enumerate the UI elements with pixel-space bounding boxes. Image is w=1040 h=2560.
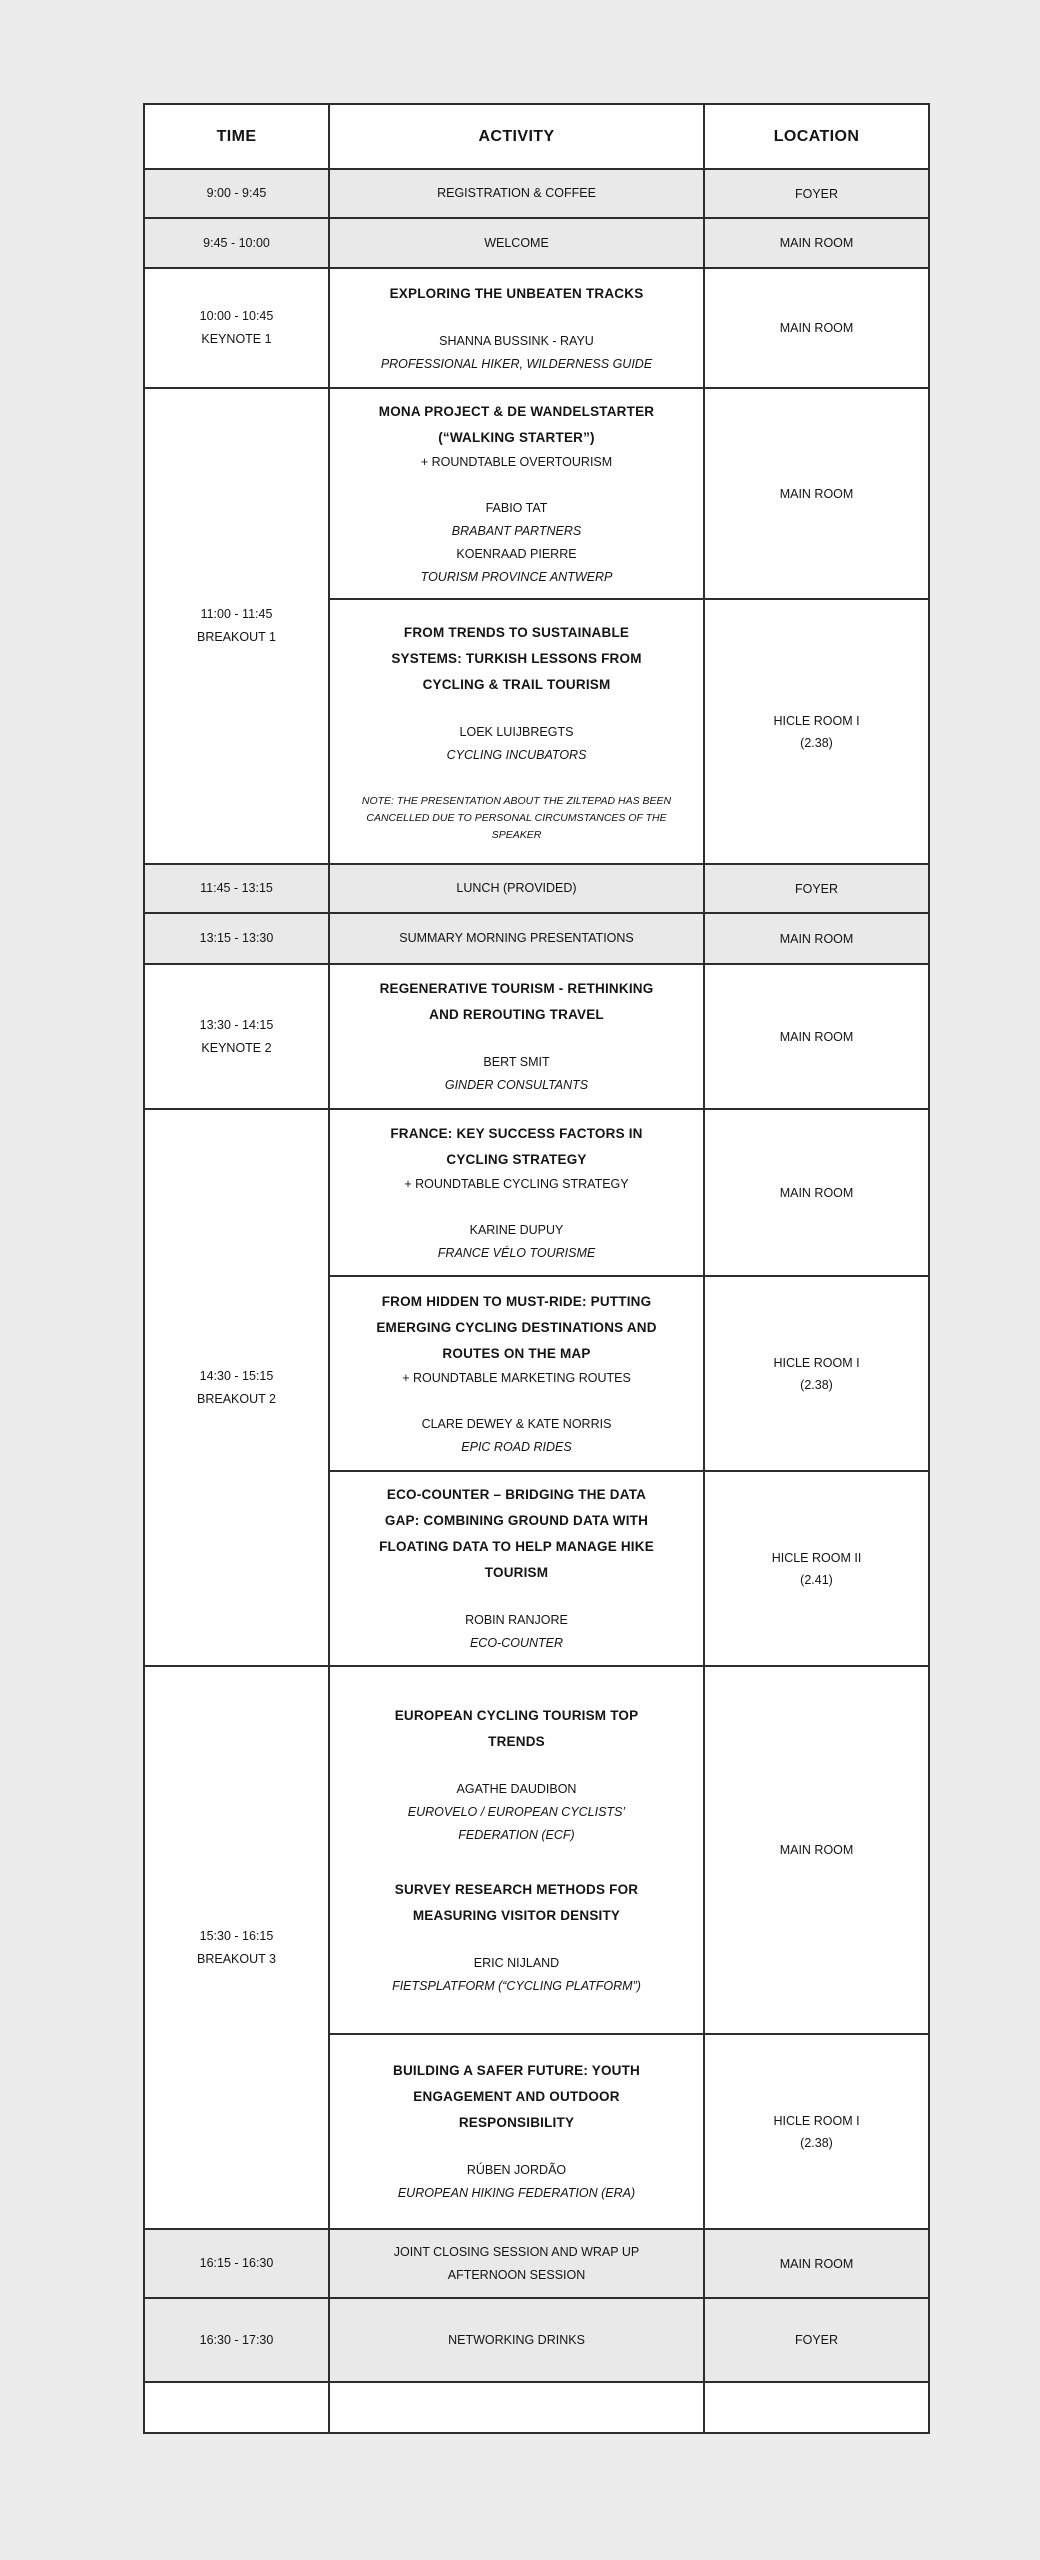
location-cell-keynote-2 <box>704 964 929 1109</box>
text-line: LOEK LUIJBREGTS <box>459 724 574 739</box>
location-text: MAIN ROOM <box>779 1843 854 1857</box>
text-line: AGATHE DAUDIBON <box>456 1781 577 1796</box>
location-cell-breakout-1-2 <box>704 599 929 864</box>
text-line: KOENRAAD PIERRE <box>456 546 577 561</box>
italic-line: GINDER CONSULTANTS <box>444 1078 589 1092</box>
location-text: HICLE ROOM I <box>773 1355 860 1370</box>
time-text: BREAKOUT 1 <box>197 630 276 644</box>
activity-cell-breakout-1-1 <box>329 388 704 599</box>
time-text: 15:30 - 16:15 <box>199 1928 274 1943</box>
session-title: REGENERATIVE TOURISM - RETHINKING AND REROUTING TRAVEL <box>379 981 654 1022</box>
time-cell-keynote-2 <box>144 964 329 1109</box>
schedule-row-breakout-3-1 <box>144 1666 929 2034</box>
session-title: EXPLORING THE UNBEATEN TRACKS <box>389 285 644 301</box>
time-cell-registration <box>144 169 329 218</box>
time-cell-breakout-1 <box>144 388 329 864</box>
location-text: HICLE ROOM I <box>773 713 860 728</box>
schedule-row-summary <box>144 913 929 964</box>
activity-cell-breakout-2-1 <box>329 1109 704 1276</box>
text-line: JOINT CLOSING SESSION AND WRAP UP AFTERNOON SESSION <box>393 2244 640 2282</box>
time-cell-breakout-3 <box>144 1666 329 2229</box>
location-cell-breakout-1-1 <box>704 388 929 599</box>
text-line: CLARE DEWEY & KATE NORRIS <box>421 1416 612 1431</box>
italic-line: FRANCE VÉLO TOURISME <box>437 1245 596 1260</box>
time-cell-closing <box>144 2229 329 2298</box>
activity-cell-empty <box>329 2382 704 2433</box>
spacer-large <box>330 1847 703 1877</box>
text-line: FABIO TAT <box>485 500 548 515</box>
location-text: FOYER <box>794 2333 839 2347</box>
col-header-time: TIME <box>144 104 329 169</box>
italic-line: TOURISM PROVINCE ANTWERP <box>420 569 613 584</box>
schedule-row-lunch <box>144 864 929 913</box>
time-text: 10:00 - 10:45 <box>199 309 274 323</box>
location-text: MAIN ROOM <box>779 931 854 946</box>
text-line: ROBIN RANJORE <box>465 1613 568 1627</box>
schedule-row-closing <box>144 2229 929 2298</box>
activity-cell-breakout-2-3 <box>329 1471 704 1666</box>
time-text: KEYNOTE 1 <box>201 332 272 346</box>
location-text: MAIN ROOM <box>779 236 854 250</box>
time-text: 14:30 - 15:15 <box>199 1368 274 1383</box>
spacer <box>330 1755 703 1778</box>
schedule-row-networking <box>144 2298 929 2382</box>
time-text: KEYNOTE 2 <box>201 1040 272 1055</box>
time-cell-breakout-2 <box>144 1109 329 1666</box>
session-title: EUROPEAN CYCLING TOURISM TOP TRENDS <box>394 1707 639 1749</box>
session-title: FROM HIDDEN TO MUST-RIDE: PUTTING EMERGING CYCLING DESTINATIONS AND ROUTES ON THE MAP <box>376 1293 657 1361</box>
spacer <box>330 474 703 497</box>
time-cell-summary <box>144 913 329 964</box>
time-text: 16:15 - 16:30 <box>199 2256 274 2270</box>
location-cell-closing <box>704 2229 929 2298</box>
spacer <box>330 1586 703 1609</box>
text-line: LUNCH (PROVIDED) <box>456 881 577 895</box>
text-line: NETWORKING DRINKS <box>448 2332 585 2347</box>
location-cell-keynote-1 <box>704 268 929 388</box>
italic-line: PROFESSIONAL HIKER, WILDERNESS GUIDE <box>380 356 653 371</box>
location-cell-registration <box>704 169 929 218</box>
time-text: BREAKOUT 3 <box>197 1951 276 1966</box>
location-text: (2.41) <box>800 1572 833 1587</box>
spacer <box>330 698 703 721</box>
table-header-row <box>144 104 929 169</box>
schedule-row-empty <box>144 2382 929 2433</box>
session-title: BUILDING A SAFER FUTURE: YOUTH ENGAGEMENT AND OUTDOOR RESPONSIBILITY <box>393 2063 640 2130</box>
schedule-row-breakout-2-1 <box>144 1109 929 1276</box>
location-text: (2.38) <box>800 735 833 750</box>
activity-cell-breakout-1-2 <box>329 599 704 864</box>
activity-cell-breakout-3-2 <box>329 2034 704 2229</box>
activity-cell-lunch <box>329 864 704 913</box>
location-text: FOYER <box>794 881 839 896</box>
schedule-table-container <box>143 103 930 2434</box>
spacer <box>330 1028 703 1051</box>
time-cell-networking <box>144 2298 329 2382</box>
time-cell-welcome <box>144 218 329 268</box>
time-cell-lunch <box>144 864 329 913</box>
text-line: SHANNA BUSSINK - RAYU <box>439 333 594 348</box>
italic-line: EUROPEAN HIKING FEDERATION (ERA) <box>397 2186 636 2200</box>
activity-cell-welcome <box>329 218 704 268</box>
time-text: 9:00 - 9:45 <box>206 186 267 200</box>
spacer <box>330 1196 703 1219</box>
italic-line: FIETSPLATFORM (“CYCLING PLATFORM”) <box>392 1978 641 1993</box>
text-line: + ROUNDTABLE OVERTOURISM <box>420 454 613 469</box>
location-cell-breakout-3-2 <box>704 2034 929 2229</box>
spacer <box>330 307 703 330</box>
text-line: BERT SMIT <box>483 1055 550 1069</box>
time-text: BREAKOUT 2 <box>197 1391 276 1406</box>
location-text: MAIN ROOM <box>779 486 854 501</box>
activity-cell-networking <box>329 2298 704 2382</box>
location-cell-summary <box>704 913 929 964</box>
location-text: MAIN ROOM <box>779 1185 854 1200</box>
spacer <box>330 1929 703 1952</box>
spacer <box>330 1390 703 1413</box>
italic-line: EPIC ROAD RIDES <box>461 1439 572 1454</box>
schedule-row-welcome <box>144 218 929 268</box>
col-header-activity: ACTIVITY <box>329 104 704 169</box>
schedule-row-breakout-1-1 <box>144 388 929 599</box>
text-line: + ROUNDTABLE CYCLING STRATEGY <box>404 1176 629 1191</box>
time-text: 9:45 - 10:00 <box>203 235 270 250</box>
session-title: FRANCE: KEY SUCCESS FACTORS IN CYCLING STRATEGY <box>390 1125 643 1167</box>
location-cell-lunch <box>704 864 929 913</box>
location-text: (2.38) <box>800 2135 833 2150</box>
session-title: MONA PROJECT & DE WANDELSTARTER (“WALKING STARTER”) <box>378 403 655 445</box>
location-cell-breakout-2-3 <box>704 1471 929 1666</box>
italic-line: EUROVELO / EUROPEAN CYCLISTS’ FEDERATION (ECF) <box>407 1804 626 1842</box>
location-text: FOYER <box>794 186 839 201</box>
col-header-location: LOCATION <box>704 104 929 169</box>
session-title: SURVEY RESEARCH METHODS FOR MEASURING VISITOR DENSITY <box>394 1881 639 1923</box>
schedule-row-keynote-2 <box>144 964 929 1109</box>
text-line: SUMMARY MORNING PRESENTATIONS <box>399 931 634 945</box>
text-line: REGISTRATION & COFFEE <box>437 186 596 200</box>
session-title: ECO-COUNTER – BRIDGING THE DATA GAP: COMBINING GROUND DATA WITH FLOATING DATA TO HELP MANAGE HIKE TOURISM <box>379 1487 654 1580</box>
italic-line: CYCLING INCUBATORS <box>446 747 587 762</box>
location-cell-breakout-2-2 <box>704 1276 929 1471</box>
text-line: WELCOME <box>484 235 549 250</box>
schedule-row-keynote-1 <box>144 268 929 388</box>
italic-line: ECO-COUNTER <box>469 1636 564 1650</box>
schedule-table <box>143 103 930 2434</box>
italic-line: BRABANT PARTNERS <box>451 523 582 538</box>
location-text: MAIN ROOM <box>779 2256 854 2271</box>
time-text: 13:30 - 14:15 <box>199 1017 274 1032</box>
schedule-table-body <box>144 169 929 2433</box>
time-text: 16:30 - 17:30 <box>199 2332 274 2347</box>
activity-cell-keynote-1 <box>329 268 704 388</box>
text-line: ERIC NIJLAND <box>473 1955 560 1970</box>
activity-cell-breakout-3-1 <box>329 1666 704 2034</box>
text-line: RÚBEN JORDÃO <box>466 2163 567 2177</box>
time-cell-keynote-1 <box>144 268 329 388</box>
location-text: (2.38) <box>800 1377 833 1392</box>
time-text: 13:15 - 13:30 <box>199 931 274 945</box>
location-cell-networking <box>704 2298 929 2382</box>
location-text: MAIN ROOM <box>779 1029 854 1044</box>
time-text: 11:00 - 11:45 <box>200 607 273 621</box>
location-text: HICLE ROOM I <box>773 2113 860 2128</box>
activity-cell-summary <box>329 913 704 964</box>
time-text: 11:45 - 13:15 <box>200 881 273 895</box>
location-text: HICLE ROOM II <box>771 1550 862 1565</box>
location-cell-breakout-3-1 <box>704 1666 929 2034</box>
activity-cell-closing <box>329 2229 704 2298</box>
location-text: MAIN ROOM <box>779 321 854 335</box>
spacer <box>330 2136 703 2159</box>
session-title: FROM TRENDS TO SUSTAINABLE SYSTEMS: TURKISH LESSONS FROM CYCLING & TRAIL TOURISM <box>391 624 642 692</box>
text-line: KARINE DUPUY <box>469 1222 564 1237</box>
activity-cell-breakout-2-2 <box>329 1276 704 1471</box>
location-cell-empty <box>704 2382 929 2433</box>
activity-cell-keynote-2 <box>329 964 704 1109</box>
cancellation-note: NOTE: THE PRESENTATION ABOUT THE ZILTEPAD HAS BEEN CANCELLED DUE TO PERSONAL CIRCUMSTANCES OF THE SPEAKER <box>361 794 672 841</box>
location-cell-breakout-2-1 <box>704 1109 929 1276</box>
time-cell-empty <box>144 2382 329 2433</box>
text-line: + ROUNDTABLE MARKETING ROUTES <box>402 1370 631 1385</box>
location-cell-welcome <box>704 218 929 268</box>
schedule-row-registration <box>144 169 929 218</box>
activity-cell-registration <box>329 169 704 218</box>
